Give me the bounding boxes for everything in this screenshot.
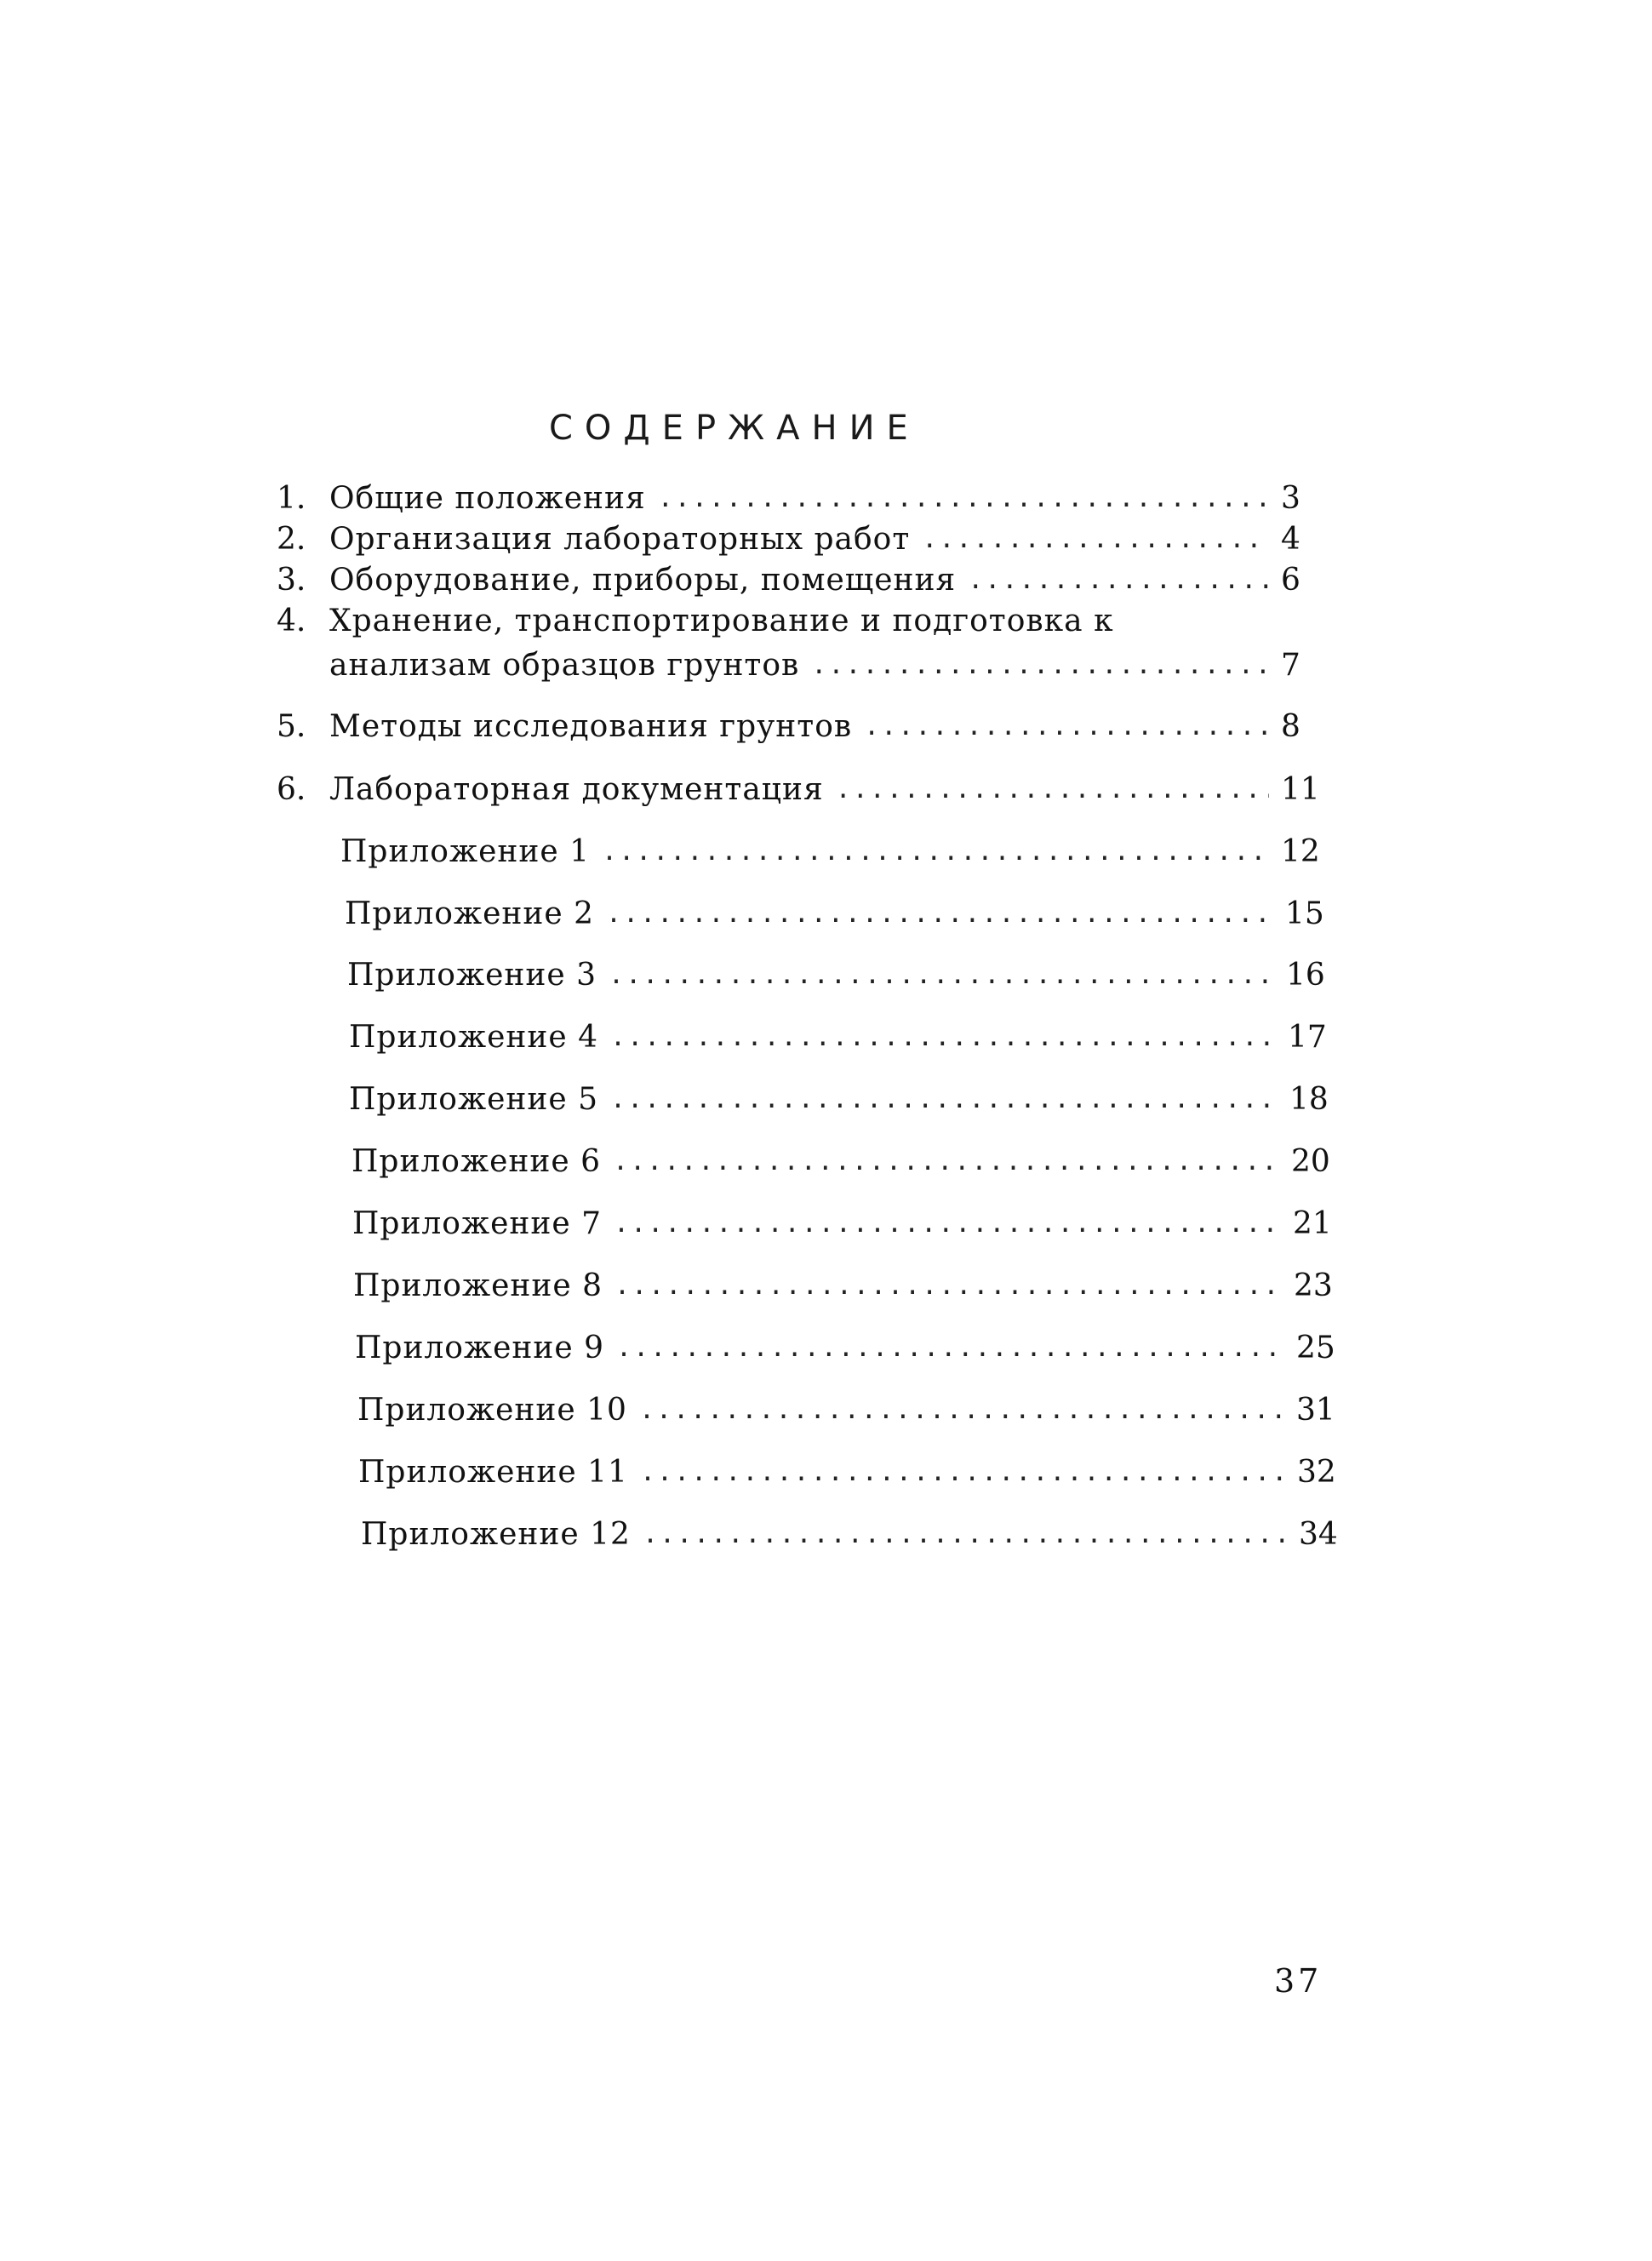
toc-number: 2. <box>277 521 306 557</box>
appendix-page: 12 <box>1281 833 1320 869</box>
toc-appendix <box>340 832 1332 871</box>
appendix-label: Приложение 5 <box>349 1081 599 1117</box>
toc-page: 6 <box>1281 562 1300 598</box>
appendix-label: Приложение 2 <box>345 896 595 931</box>
toc-label: анализам образцов грунтов <box>329 647 800 683</box>
toc-leader <box>616 1333 1284 1363</box>
toc-leader <box>609 960 1274 990</box>
toc-leader <box>811 650 1269 680</box>
toc-leader <box>602 837 1269 867</box>
appendix-label: Приложение 10 <box>357 1392 627 1428</box>
toc-leader <box>836 775 1269 804</box>
toc-entry <box>277 707 1332 746</box>
appendix-page: 23 <box>1294 1268 1333 1303</box>
page-title: СОДЕРЖАНИЕ <box>549 409 920 448</box>
toc-appendix <box>352 1204 1344 1243</box>
toc-appendix <box>349 1017 1339 1056</box>
toc-appendix <box>347 955 1337 994</box>
appendix-label: Приложение 6 <box>352 1143 602 1179</box>
toc-label: Оборудование, приборы, помещения <box>329 562 957 598</box>
toc-label: Организация лабораторных работ <box>329 521 911 557</box>
toc-number: 3. <box>277 562 306 598</box>
toc-number: 6. <box>277 771 306 807</box>
appendix-page: 17 <box>1288 1019 1327 1055</box>
toc-page: 8 <box>1281 708 1300 744</box>
toc-entry <box>277 770 1332 809</box>
appendix-label: Приложение 4 <box>349 1019 599 1055</box>
toc-entry <box>277 478 1332 518</box>
toc-leader <box>639 1395 1284 1425</box>
appendix-page: 20 <box>1291 1143 1330 1179</box>
toc-appendix <box>352 1142 1342 1181</box>
appendix-label: Приложение 8 <box>353 1268 603 1303</box>
appendix-label: Приложение 12 <box>361 1516 631 1552</box>
appendix-page: 25 <box>1296 1330 1335 1365</box>
toc-entry <box>277 560 1332 599</box>
toc-leader <box>922 524 1269 554</box>
appendix-label: Приложение 7 <box>352 1205 603 1241</box>
toc-leader <box>864 712 1269 741</box>
toc-leader <box>614 1209 1281 1239</box>
toc-label: Методы исследования грунтов <box>329 708 853 744</box>
toc-label: Хранение, транспортирование и подготовка к <box>329 603 1114 638</box>
appendix-label: Приложение 9 <box>355 1330 605 1365</box>
toc-appendix <box>345 894 1336 933</box>
toc-label: Лабораторная документация <box>329 771 824 807</box>
toc-entry <box>277 519 1332 558</box>
toc-leader <box>606 899 1273 929</box>
toc-label: Общие положения <box>329 480 646 516</box>
toc-leader <box>610 1022 1276 1052</box>
page-number: 37 <box>1274 1962 1323 2000</box>
toc-leader <box>610 1085 1278 1114</box>
toc-page: 11 <box>1281 771 1320 807</box>
toc-leader <box>613 1147 1279 1176</box>
toc-appendix <box>358 1452 1348 1491</box>
toc-appendix <box>349 1079 1340 1119</box>
appendix-page: 34 <box>1299 1516 1338 1552</box>
toc-leader <box>658 484 1269 513</box>
toc-leader <box>643 1520 1287 1549</box>
appendix-page: 32 <box>1297 1454 1336 1490</box>
toc-appendix <box>357 1390 1347 1429</box>
toc-entry <box>277 601 1332 640</box>
toc-page: 3 <box>1281 480 1300 516</box>
appendix-page: 16 <box>1286 957 1325 993</box>
toc-entry-continuation <box>329 645 1332 684</box>
appendix-page: 18 <box>1289 1081 1329 1117</box>
toc-page: 7 <box>1281 647 1300 683</box>
toc-leader <box>640 1457 1285 1487</box>
toc-number: 5. <box>277 708 306 744</box>
toc-page: 4 <box>1281 521 1300 557</box>
appendix-label: Приложение 1 <box>340 833 591 869</box>
appendix-label: Приложение 3 <box>347 957 597 993</box>
appendix-page: 31 <box>1296 1392 1335 1428</box>
toc-number: 4. <box>277 603 306 638</box>
toc-appendix <box>355 1328 1347 1367</box>
toc-leader <box>614 1271 1282 1301</box>
appendix-page: 21 <box>1293 1205 1332 1241</box>
appendix-page: 15 <box>1285 896 1324 931</box>
appendix-label: Приложение 11 <box>358 1454 628 1490</box>
toc-appendix <box>361 1514 1350 1554</box>
toc-appendix <box>353 1266 1345 1305</box>
toc-leader <box>968 565 1269 595</box>
toc-number: 1. <box>277 480 306 516</box>
